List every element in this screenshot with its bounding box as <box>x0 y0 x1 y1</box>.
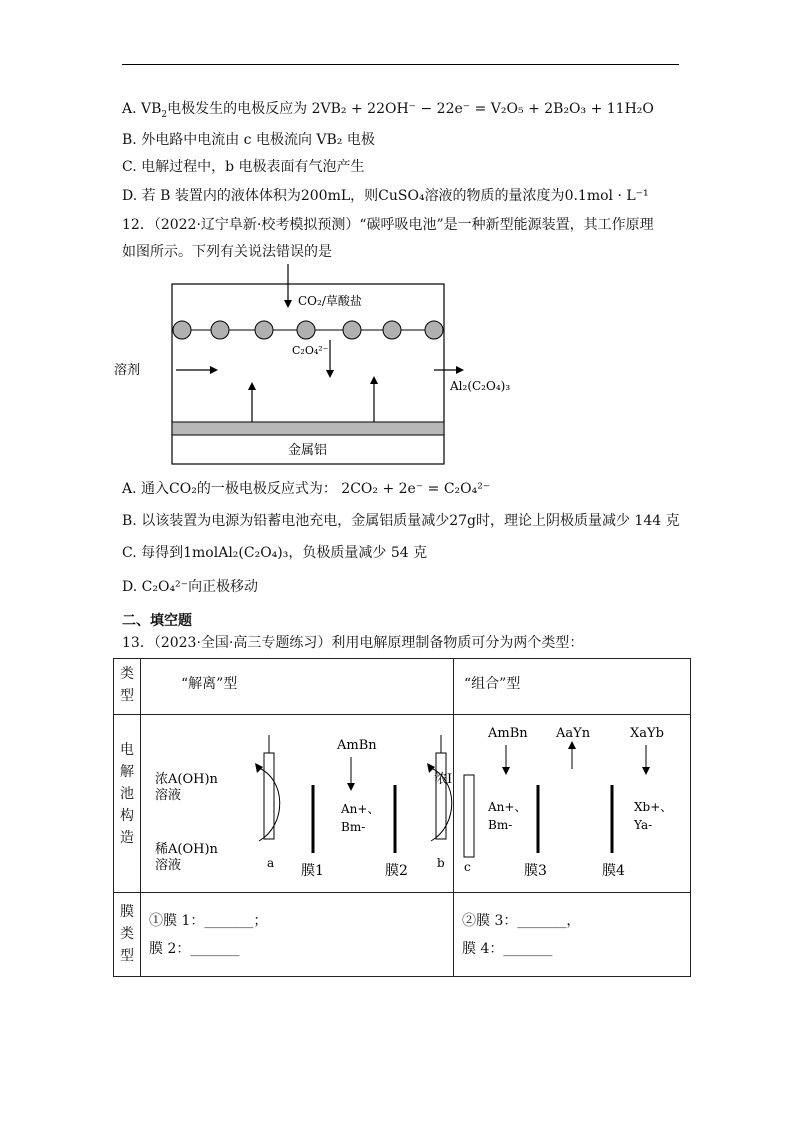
row-membrane-header: 膜 类 型 <box>114 893 141 977</box>
row-type-header: 类 型 <box>114 659 141 715</box>
svg-text:稀A(OH)n: 稀A(OH)n <box>155 842 218 857</box>
svg-text:膜1: 膜1 <box>301 863 324 879</box>
svg-text:AmBn: AmBn <box>337 738 377 753</box>
carbon-battery-figure <box>110 262 510 472</box>
combination-diagram <box>434 715 690 891</box>
aluminum-label: 金属铝 <box>288 443 328 458</box>
svg-text:c: c <box>464 860 471 874</box>
svg-text:膜3: 膜3 <box>524 863 547 879</box>
aluminum-electrode <box>172 422 444 435</box>
svg-text:AaYn: AaYn <box>556 726 591 741</box>
oxalate-ion-label: C₂O₄²⁻ <box>292 344 329 357</box>
co2-oxalate-label: CO₂/草酸盐 <box>298 294 362 308</box>
fill-membrane-4[interactable]: 膜 4：_______ <box>462 941 553 957</box>
q12-stem-line2: 如图所示。下列有关说法错误的是 <box>122 244 332 260</box>
svg-text:An+、: An+、 <box>488 800 527 814</box>
section-title: 二、填空题 <box>122 613 192 629</box>
q11-option-a: A. $VB_2$电极发生的电极反应为 2VB₂ + 22OH⁻ − 22e⁻ = V₂O₅ + 2B₂O₃ + 11H₂O <box>122 101 654 120</box>
combination-type-cell: “组合”型 <box>454 659 691 715</box>
svg-text:a: a <box>267 856 275 870</box>
q11-option-a-equation: 2VB₂ + 22OH⁻ − 22e⁻ = V₂O₅ + 2B₂O₃ + 11H₂O <box>311 101 654 117</box>
svg-text:膜4: 膜4 <box>602 863 625 879</box>
q11-option-d: D. 若 B 装置内的液体体积为200mL，则CuSO₄溶液的物质的量浓度为0.1mol · L⁻¹ <box>122 188 649 204</box>
dissociation-type-cell: “解离”型 <box>141 659 454 715</box>
solvent-label: 溶剂 <box>114 363 141 378</box>
svg-text:浓I: 浓I <box>434 772 453 787</box>
fill-membrane-1[interactable]: ①膜 1：_______； <box>149 913 268 929</box>
svg-text:b: b <box>437 856 445 870</box>
q11-option-b: B. 外电路中电流由 c 电极流向 VB₂ 电极 <box>122 132 375 148</box>
battery-frame <box>172 284 444 464</box>
svg-text:An+、: An+、 <box>341 802 380 816</box>
combination-cell-figure <box>434 715 691 893</box>
svg-text:溶液: 溶液 <box>155 788 182 803</box>
header-rule <box>122 64 679 65</box>
q11-option-c: C. 电解过程中，b 电极表面有气泡产生 <box>122 159 365 175</box>
q12-option-a: A. 通入CO₂的一极电极反应式为： 2CO₂ + 2e⁻ = C₂O₄²⁻ <box>122 481 491 497</box>
membrane-fill-left <box>141 893 454 977</box>
q13-table <box>113 658 691 977</box>
q12-option-c: C. 每得到1molAl₂(C₂O₄)₃，负极质量减少 54 克 <box>122 545 428 561</box>
dissociation-diagram <box>141 715 453 891</box>
aluminum-oxalate-label: Al₂(C₂O₄)₃ <box>450 379 511 393</box>
q12-option-b: B. 以该装置为电源为铅蓄电池充电，金属铝质量减少27g时，理论上阴极质量减少 144 克 <box>122 513 680 529</box>
fill-membrane-3[interactable]: ②膜 3：_______， <box>462 913 581 929</box>
dissociation-cell-figure <box>141 715 454 893</box>
svg-text:Bm-: Bm- <box>341 820 366 834</box>
row-structure-header: 电 解 池 构 造 <box>114 715 141 893</box>
svg-text:Bm-: Bm- <box>488 818 513 832</box>
svg-text:Xb+、: Xb+、 <box>634 800 673 814</box>
fill-membrane-2[interactable]: 膜 2：_______ <box>149 941 240 957</box>
svg-text:膜2: 膜2 <box>385 863 408 879</box>
svg-text:Ya-: Ya- <box>634 818 653 832</box>
svg-text:XaYb: XaYb <box>630 726 664 741</box>
membrane-fill-right <box>454 893 691 977</box>
svg-text:溶液: 溶液 <box>155 858 182 873</box>
q13-stem: 13．（2023·全国·高三专题练习）利用电解原理制备物质可分为两个类型： <box>122 635 584 651</box>
q12-option-d: D. C₂O₄²⁻向正极移动 <box>122 579 259 595</box>
q12-stem-line1: 12．（2022·辽宁阜新·校考模拟预测）“碳呼吸电池”是一种新型能源装置，其工作原理 <box>122 217 654 233</box>
svg-text:浓A(OH)n: 浓A(OH)n <box>155 772 218 787</box>
svg-text:AmBn: AmBn <box>488 726 528 741</box>
